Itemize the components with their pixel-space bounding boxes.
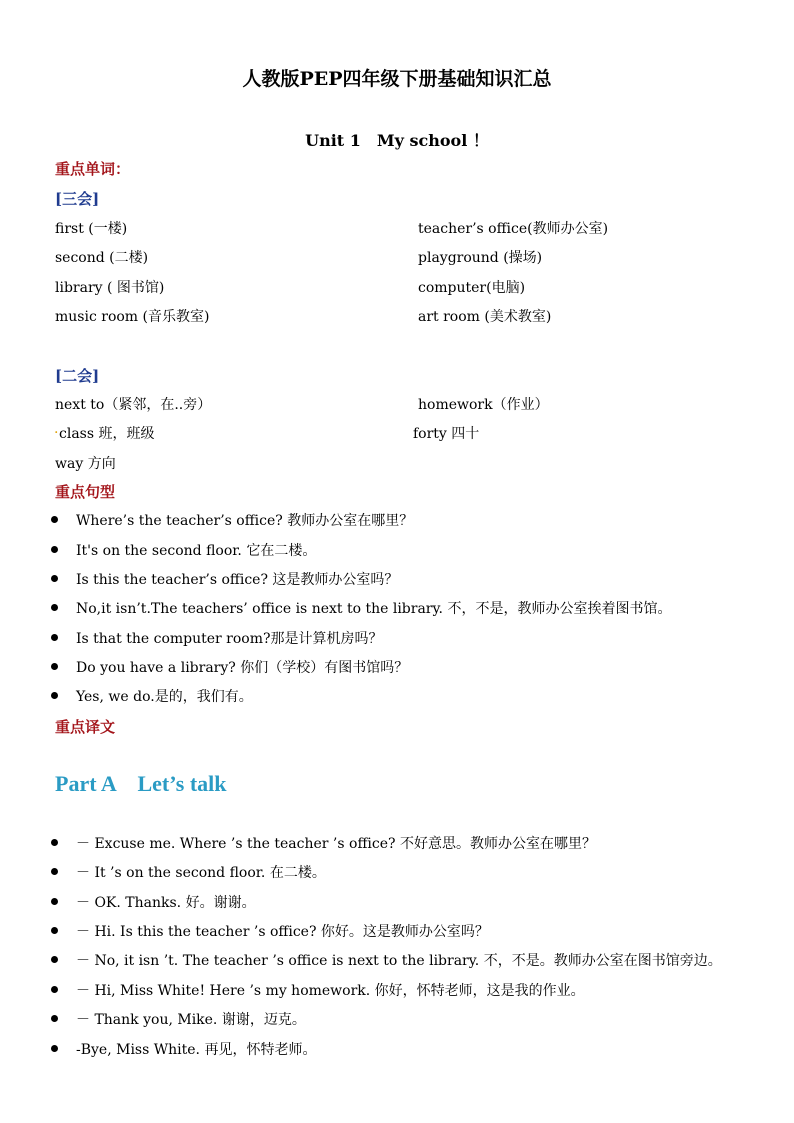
section-level2: [二会] [55, 367, 100, 385]
word-way: way 方向 [55, 456, 116, 472]
sentence-text: It's on the second floor. 它在二楼。 [76, 543, 317, 559]
dialogue-text: － No, it isn ’t. The teacher ’s office is next to the library. 不，不是。教师办公室在图书馆旁边。 [76, 953, 722, 969]
word-playground: playground (操场) [418, 250, 543, 266]
dialogue-line [0, 950, 794, 972]
word-art-room: art room (美术教室) [418, 309, 552, 325]
sentence-item [0, 628, 794, 650]
dialogue-text: － Excuse me. Where ’s the teacher ’s office? 不好意思。教师办公室在哪里？ [76, 836, 596, 852]
bullet-icon [51, 898, 58, 905]
word-forty: forty 四十 [413, 426, 480, 442]
list-marker: . [54, 421, 59, 437]
dialogue-line [0, 1009, 794, 1031]
word-second: second (二楼) [55, 250, 149, 266]
word-class: class 班，班级 [59, 426, 155, 442]
bullet-icon [51, 927, 58, 934]
dialogue-line [0, 921, 794, 943]
dialogue-text: － OK. Thanks. 好。谢谢。 [76, 895, 256, 911]
sentence-text: Do you have a library? 你们（学校）有图书馆吗？ [76, 660, 409, 676]
word-first: first (一楼) [55, 221, 128, 237]
dialogue-line [0, 980, 794, 1002]
document-title: 人教版PEP四年级下册基础知识汇总 [242, 68, 552, 90]
sentence-item [0, 569, 794, 591]
word-music-room: music room (音乐教室) [55, 309, 210, 325]
dialogue-line [0, 862, 794, 884]
bullet-icon [51, 546, 58, 553]
bullet-icon [51, 692, 58, 699]
dialogue-text: -Bye, Miss White. 再见，怀特老师。 [76, 1042, 317, 1058]
dialogue-text: － It ’s on the second floor. 在二楼。 [76, 865, 326, 881]
bullet-icon [51, 604, 58, 611]
sentence-text: Where’s the teacher’s office? 教师办公室在哪里？ [76, 513, 414, 529]
section-key-translation: 重点译文 [55, 718, 116, 736]
bullet-icon [51, 516, 58, 523]
sentence-item [0, 510, 794, 532]
bullet-icon [51, 575, 58, 582]
dialogue-text: － Hi, Miss White! Here ’s my homework. 你好，怀特老师，这是我的作业。 [76, 983, 585, 999]
word-library: library ( 图书馆) [55, 280, 165, 296]
word-homework: homework（作业） [418, 397, 549, 413]
section-key-words: 重点单词： [55, 160, 131, 178]
sentence-item [0, 598, 794, 620]
sentence-text: Is this the teacher’s office? 这是教师办公室吗？ [76, 572, 399, 588]
dialogue-line [0, 1039, 794, 1061]
part-title: Part A Let’s talk [55, 771, 227, 796]
sentence-text: No,it isn’t.The teachers’ office is next to the library. 不，不是，教师办公室挨着图书馆。 [76, 601, 672, 617]
bullet-icon [51, 1045, 58, 1052]
sentence-item [0, 540, 794, 562]
section-level3: [三会] [55, 190, 100, 208]
word-computer: computer(电脑) [418, 280, 526, 296]
sentence-item [0, 686, 794, 708]
dialogue-line [0, 833, 794, 855]
sentence-text: Yes, we do.是的，我们有。 [76, 689, 253, 705]
word-next-to: next to（紧邻，在..旁） [55, 397, 212, 413]
section-key-sentences: 重点句型 [55, 483, 116, 501]
bullet-icon [51, 956, 58, 963]
dialogue-text: － Hi. Is this the teacher ’s office? 你好。这是教师办公室吗？ [76, 924, 489, 940]
sentence-item [0, 657, 794, 679]
bullet-icon [51, 986, 58, 993]
word-teachers-office: teacher’s office(教师办公室) [418, 221, 609, 237]
bullet-icon [51, 634, 58, 641]
bullet-icon [51, 1015, 58, 1022]
bullet-icon [51, 868, 58, 875]
bullet-icon [51, 839, 58, 846]
unit-title: Unit 1 My school ！ [305, 131, 489, 150]
bullet-icon [51, 663, 58, 670]
sentence-text: Is that the computer room?那是计算机房吗？ [76, 631, 383, 647]
dialogue-text: － Thank you, Mike. 谢谢，迈克。 [76, 1012, 306, 1028]
dialogue-line [0, 892, 794, 914]
